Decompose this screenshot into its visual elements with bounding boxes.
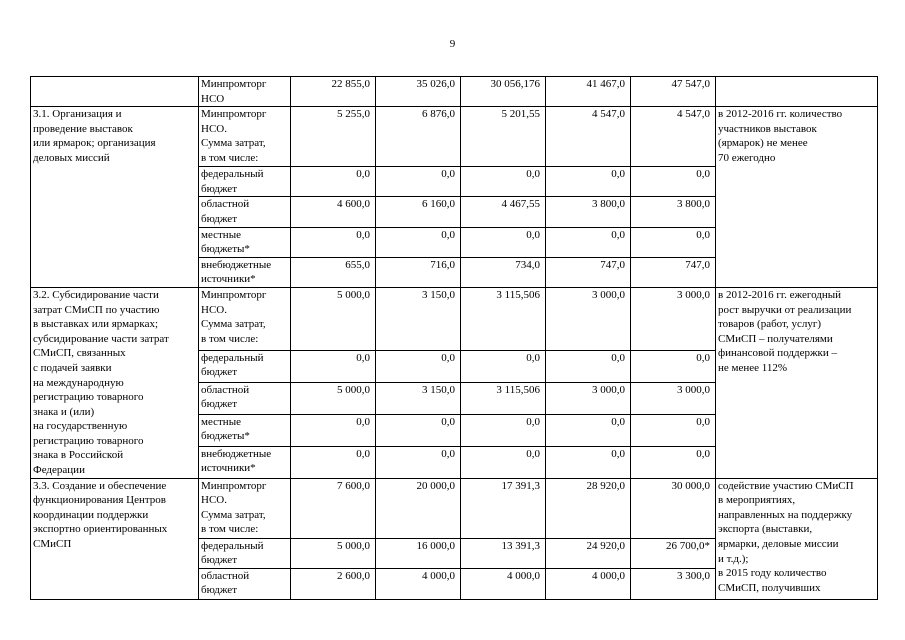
source-cell: областной бюджет [199, 382, 291, 414]
value-cell: 4 547,0 [546, 107, 631, 167]
value-cell: 28 920,0 [546, 478, 631, 538]
value-cell: 716,0 [376, 257, 461, 287]
value-cell: 35 026,0 [376, 77, 461, 107]
source-cell: федеральный бюджет [199, 167, 291, 197]
value-cell: 0,0 [631, 446, 716, 478]
value-cell: 3 300,0 [631, 568, 716, 599]
source-cell: внебюджетные источники* [199, 257, 291, 287]
value-cell: 0,0 [376, 446, 461, 478]
value-cell: 0,0 [631, 227, 716, 257]
value-cell: 30 000,0 [631, 478, 716, 538]
value-cell: 3 150,0 [376, 287, 461, 350]
value-cell: 0,0 [376, 167, 461, 197]
source-cell: федеральный бюджет [199, 538, 291, 568]
value-cell: 0,0 [291, 414, 376, 446]
value-cell: 4 547,0 [631, 107, 716, 167]
value-cell: 0,0 [546, 350, 631, 382]
value-cell: 5 255,0 [291, 107, 376, 167]
value-cell: 4 000,0 [546, 568, 631, 599]
value-cell: 3 800,0 [631, 197, 716, 227]
value-cell: 4 467,55 [461, 197, 546, 227]
value-cell: 17 391,3 [461, 478, 546, 538]
source-cell: областной бюджет [199, 568, 291, 599]
expected-result-cell: в 2012-2016 гг. ежегодный рост выручки от реализации товаров (работ, услуг) СМиСП – получателями финансовой поддержки – не менее 112% [716, 287, 878, 478]
value-cell: 4 600,0 [291, 197, 376, 227]
value-cell: 3 150,0 [376, 382, 461, 414]
value-cell: 3 115,506 [461, 382, 546, 414]
value-cell: 0,0 [291, 167, 376, 197]
page-number: 9 [449, 38, 456, 50]
value-cell: 0,0 [376, 414, 461, 446]
value-cell: 0,0 [461, 227, 546, 257]
expected-result-cell: в 2012-2016 гг. количество участников выставок (ярмарок) не менее 70 ежегодно [716, 107, 878, 288]
value-cell: 16 000,0 [376, 538, 461, 568]
table-row [31, 107, 878, 167]
value-cell: 47 547,0 [631, 77, 716, 107]
value-cell: 0,0 [461, 414, 546, 446]
table-cell-empty [31, 77, 199, 107]
source-cell: Минпромторг НСО. Сумма затрат, в том числе: [199, 478, 291, 538]
value-cell: 5 201,55 [461, 107, 546, 167]
value-cell: 6 160,0 [376, 197, 461, 227]
value-cell: 747,0 [546, 257, 631, 287]
value-cell: 0,0 [291, 446, 376, 478]
value-cell: 22 855,0 [291, 77, 376, 107]
source-cell: внебюджетные источники* [199, 446, 291, 478]
value-cell: 7 600,0 [291, 478, 376, 538]
value-cell: 3 115,506 [461, 287, 546, 350]
value-cell: 41 467,0 [546, 77, 631, 107]
budget-table [30, 76, 878, 600]
value-cell: 0,0 [461, 167, 546, 197]
table-row [31, 77, 878, 107]
value-cell: 5 000,0 [291, 538, 376, 568]
table-row [31, 287, 878, 350]
source-cell: местные бюджеты* [199, 414, 291, 446]
value-cell: 0,0 [631, 167, 716, 197]
value-cell: 5 000,0 [291, 287, 376, 350]
value-cell: 0,0 [546, 414, 631, 446]
value-cell: 747,0 [631, 257, 716, 287]
source-cell: Минпромторг НСО. Сумма затрат, в том числе: [199, 287, 291, 350]
table-cell-empty [716, 77, 878, 107]
activity-title-cell: 3.1. Организация и проведение выставок или ярмарок; организация деловых миссий [31, 107, 199, 288]
value-cell: 0,0 [376, 350, 461, 382]
value-cell: 5 000,0 [291, 382, 376, 414]
value-cell: 20 000,0 [376, 478, 461, 538]
source-cell: федеральный бюджет [199, 350, 291, 382]
value-cell: 0,0 [631, 414, 716, 446]
value-cell: 30 056,176 [461, 77, 546, 107]
value-cell: 3 000,0 [546, 382, 631, 414]
value-cell: 13 391,3 [461, 538, 546, 568]
activity-title-cell: 3.3. Создание и обеспечение функционирования Центров координации поддержки экспортно ориентированных СМиСП [31, 478, 199, 599]
source-cell: Минпромторг НСО [199, 77, 291, 107]
value-cell: 3 000,0 [631, 287, 716, 350]
value-cell: 0,0 [291, 227, 376, 257]
value-cell: 734,0 [461, 257, 546, 287]
value-cell: 0,0 [546, 446, 631, 478]
activity-title-cell: 3.2. Субсидирование части затрат СМиСП по участию в выставках или ярмарках; субсидирование части затрат СМиСП, связанных с подачей заявки на международную регистрацию товарного знака и (или) на государственную регистрацию товарного знака в Российской Федерации [31, 287, 199, 478]
value-cell: 0,0 [546, 227, 631, 257]
value-cell: 26 700,0* [631, 538, 716, 568]
value-cell: 24 920,0 [546, 538, 631, 568]
source-cell: областной бюджет [199, 197, 291, 227]
value-cell: 4 000,0 [461, 568, 546, 599]
table-row [31, 478, 878, 538]
value-cell: 0,0 [376, 227, 461, 257]
value-cell: 0,0 [461, 446, 546, 478]
source-cell: Минпромторг НСО. Сумма затрат, в том числе: [199, 107, 291, 167]
source-cell: местные бюджеты* [199, 227, 291, 257]
value-cell: 0,0 [291, 350, 376, 382]
value-cell: 655,0 [291, 257, 376, 287]
value-cell: 2 600,0 [291, 568, 376, 599]
value-cell: 3 000,0 [631, 382, 716, 414]
value-cell: 0,0 [631, 350, 716, 382]
value-cell: 3 800,0 [546, 197, 631, 227]
value-cell: 3 000,0 [546, 287, 631, 350]
expected-result-cell: содействие участию СМиСП в мероприятиях, направленных на поддержку экспорта (выставки, ярмарки, деловые миссии и т.д.); в 2015 году количество СМиСП, получивших [716, 478, 878, 599]
value-cell: 0,0 [546, 167, 631, 197]
value-cell: 4 000,0 [376, 568, 461, 599]
value-cell: 6 876,0 [376, 107, 461, 167]
value-cell: 0,0 [461, 350, 546, 382]
